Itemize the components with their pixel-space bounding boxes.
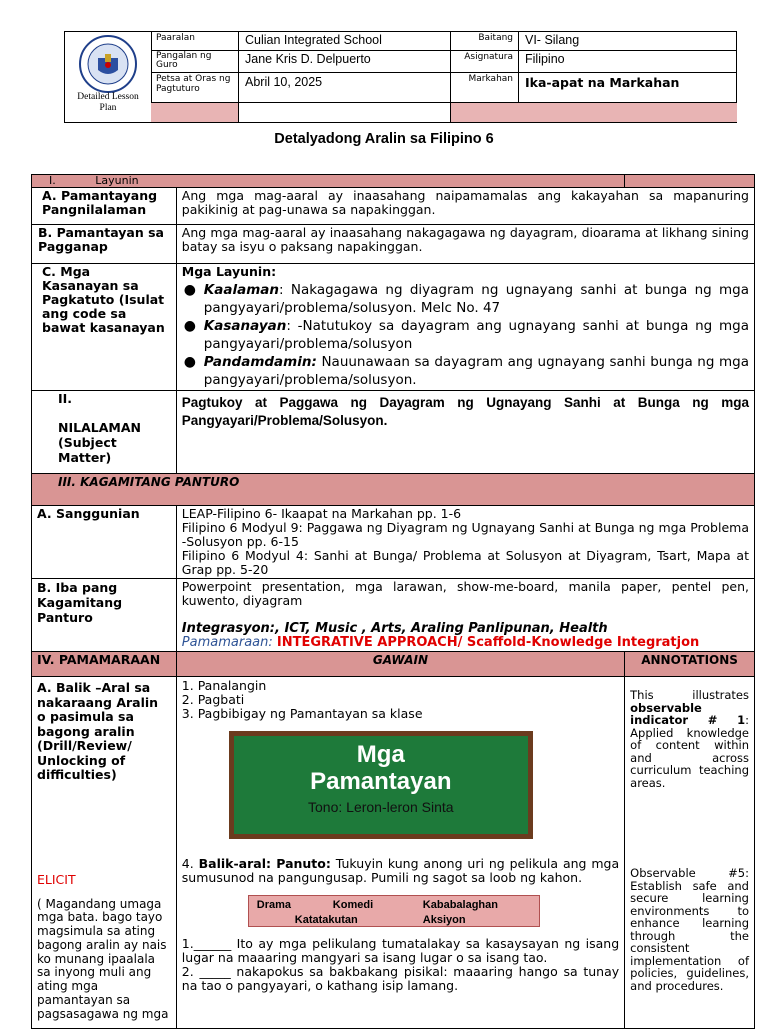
pamantayan-pagganap-text: Ang mga mag-aaral ay inaasahang nakagagawa ng dayagram, dioarama at likhang sining batay sa isyu o paksang napakinggan.	[176, 225, 754, 264]
integrasyon-text: Integrasyon:, ICT, Music , Arts, Araling Panlipunan, Health	[181, 621, 608, 636]
choices-box	[248, 895, 540, 927]
annotation-indicator-1: This illustrates observable indicator # 1: Applied knowledge of content within and across curriculum teaching areas.	[630, 688, 749, 790]
pamantayang-pangnilalaman-row	[32, 188, 755, 225]
annotations-heading: ANNOTATIONS	[625, 652, 755, 677]
board-title-1: Mga	[356, 741, 405, 768]
nilalaman-text: Pagtukoy at Paggawa ng Dayagram ng Ugnayang Sanhi at Bunga ng mga Pangyayari/Problema/Solusyon.	[176, 391, 754, 474]
pamantayan-chalkboard-image	[229, 731, 533, 839]
deped-seal-logo	[78, 34, 138, 94]
choice-item: Drama	[256, 899, 292, 911]
layunin-intro: Mga Layunin:	[181, 264, 277, 279]
nilalaman-row	[32, 391, 755, 474]
grade-label: Baitang	[451, 32, 519, 51]
subject-label: Asignatura	[451, 51, 519, 73]
annotation-indicator-5: Observable #5: Establish safe and secure learning environments to enhance learning through the consistent implementation of policies, guidelines, and procedures.	[630, 866, 749, 993]
sanggunian-label: A. Sanggunian	[32, 506, 177, 579]
layunin-heading-row	[32, 175, 755, 188]
pamantayan-pagganap-label: B. Pamantayan sa Pagganap	[32, 225, 177, 264]
iba-pang-kagamitan-row	[32, 579, 755, 652]
layunin-heading: Layunin	[95, 174, 139, 187]
quarter-label: Markahan	[451, 73, 519, 103]
pamamaraan-heading-row	[32, 652, 755, 677]
sanggunian-row	[32, 506, 755, 579]
iba-pang-kagamitan-label: B. Iba pang Kagamitang Panturo	[32, 579, 177, 652]
lesson-plan-table	[31, 174, 755, 1029]
quiz-item-1: 1.______ Ito ay mga pelikulang tumatalakay sa kasaysayan ng isang lugar na maaaring mangyari sa isang lugar o sa isang tao.	[181, 936, 620, 965]
sanggunian-line: Filipino 6 Modyul 4: Sanhi at Bunga/ Problema at Solusyon at Diyagram, Tsart, Mapa at Grap pp. 5-20	[181, 548, 749, 577]
pamantayang-pangnilalaman-text: Ang mga mag-aaral ay inaasahang naipamamalas ang kakayahan sa mapanuring pakikinig at pag-unawa sa napakinggan.	[176, 188, 754, 225]
board-title-2: Pamantayan	[310, 768, 452, 795]
pamamaraan-method-value: INTEGRATIVE APPROACH/ Scaffold-Knowledge Integratjon	[276, 635, 700, 650]
header-blank-cell	[239, 103, 451, 122]
balik-aral-label: A. Balik –Aral sa nakaraang Aralin o pasimula sa bagong aralin (Drill/Review/ Unlocking of difficulties)	[37, 680, 159, 782]
date-label: Petsa at Oras ng Pagtuturo	[151, 73, 239, 103]
header-table	[64, 31, 737, 123]
objective-item: ● Kaalaman: Nakagagawa ng diyagram ng ugnayang sanhi at bunga ng mga pangyayari/problema/solusyon. Melc No. 47	[204, 281, 749, 317]
date-value: Abril 10, 2025	[239, 73, 451, 103]
layunin-num: I.	[49, 174, 56, 187]
objective-item: ● Pandamdamin: Nauunawaan sa dayagram ang ugnayang sanhi bunga ng mga pangyayari/problema/solusyon.	[204, 353, 749, 389]
pamantayang-pangnilalaman-label: A. Pamantayang Pangnilalaman	[32, 188, 177, 225]
nilalaman-num: II.	[58, 391, 73, 406]
pamantayan-pagganap-row	[32, 225, 755, 264]
teacher-label: Pangalan ng Guro	[151, 51, 239, 73]
page-title: Detalyadong Aralin sa Filipino 6	[274, 131, 494, 147]
step-item: 1. Panalangin	[181, 678, 267, 693]
elicit-note: ( Magandang umaga mga bata. bago tayo magsimula sa ating bagong aralin ay nais ko munang ipaalala sa inyong muli ang ating mga pamantayan sa pagsasagawa ng mga	[37, 896, 169, 1021]
header-pink-cell-2	[451, 103, 737, 122]
sanggunian-line: Filipino 6 Modyul 9: Paggawa ng Diyagram ng Ugnayang Sanhi at Bunga ng mga Problema -Solusyon pp. 6-15	[181, 520, 749, 549]
school-value: Culian Integrated School	[239, 32, 451, 51]
kagamitan-heading-row	[32, 474, 755, 506]
objectives-list	[182, 281, 749, 389]
step-item: 3. Pagbibigay ng Pamantayan sa klase	[181, 706, 423, 721]
teacher-value: Jane Kris D. Delpuerto	[239, 51, 451, 73]
kasanayan-label: C. Mga Kasanayan sa Pagkatuto (Isulat ang code sa bawat kasanayan	[32, 264, 177, 391]
school-label: Paaralan	[151, 32, 239, 51]
kagamitan-heading: III. KAGAMITANG PANTURO	[32, 474, 755, 506]
logo-caption: Detailed Lesson Plan	[77, 92, 139, 113]
choice-item: Aksiyon	[422, 914, 466, 926]
logo-cell	[65, 32, 152, 122]
elicit-label: ELICIT	[37, 871, 76, 887]
kasanayan-row	[32, 264, 755, 391]
step-item: 2. Pagbati	[181, 692, 245, 707]
balik-aral-row	[32, 677, 755, 1029]
quiz-item-2: 2. _____ nakapokus sa bakbakang pisikal: maaaring hango sa tunay na tao o pangyayari, o kathang isip lamang.	[181, 964, 620, 993]
board-subtitle: Tono: Leron-leron Sinta	[308, 799, 454, 815]
choice-item: Katatakutan	[294, 914, 358, 926]
choice-item: Komedi	[332, 899, 374, 911]
gawain-heading: GAWAIN	[176, 652, 624, 677]
subject-value: Filipino	[519, 51, 737, 73]
iba-pang-kagamitan-text: Powerpoint presentation, mga larawan, show-me-board, manila paper, pentel pen, kuwento, diyagram	[181, 579, 749, 608]
pamamaraan-method-label: Pamamaraan:	[181, 635, 273, 650]
quarter-value: Ika-apat na Markahan	[519, 73, 737, 103]
pamamaraan-heading: IV. PAMAMARAAN	[32, 652, 177, 677]
objective-item: ● Kasanayan: -Natutukoy sa dayagram ang ugnayang sanhi at bunga ng mga pangyayari/problema/solusyon	[204, 317, 749, 353]
grade-value: VI- Silang	[519, 32, 737, 51]
step-4: 4. Balik-aral: Panuto: Tukuyin kung anong uri ng pelikula ang mga sumusunod na pangungusap. Pumili ng sagot sa loob ng kahon.	[181, 856, 620, 885]
sanggunian-line: LEAP-Filipino 6- Ikaapat na Markahan pp. 1-6	[181, 506, 462, 521]
choice-item: Kababalaghan	[422, 899, 498, 911]
header-pink-cell-1	[151, 103, 239, 122]
nilalaman-label: NILALAMAN (Subject Matter)	[58, 420, 141, 465]
